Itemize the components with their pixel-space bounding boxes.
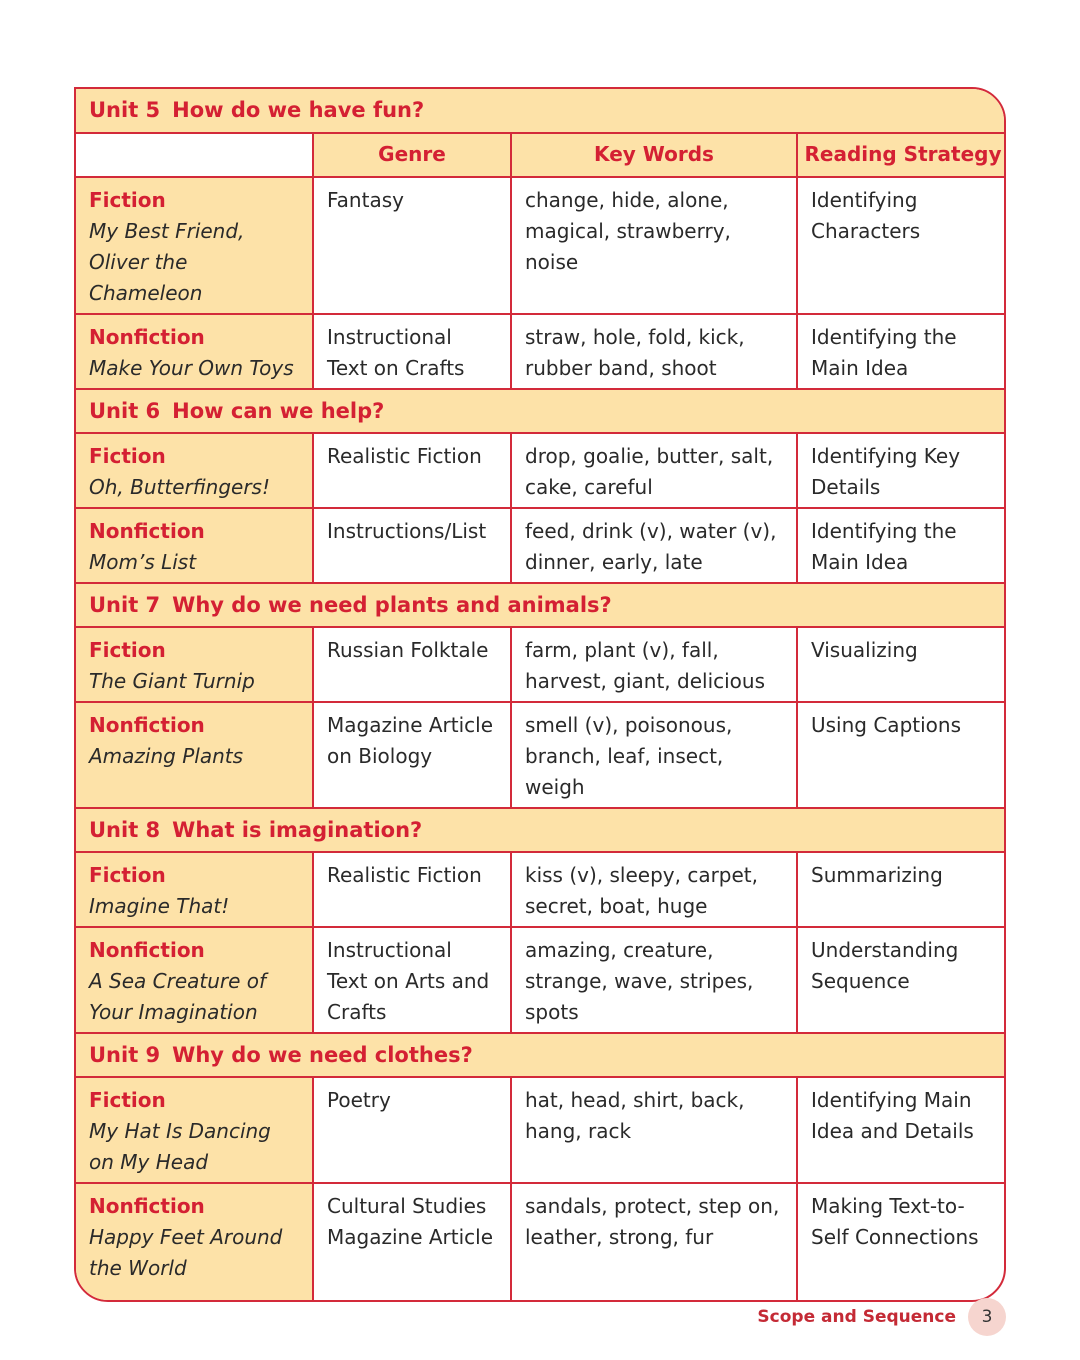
key-words-cell: feed, drink (v), water (v), dinner, early, late bbox=[511, 508, 797, 583]
scope-sequence-table bbox=[76, 89, 1006, 1300]
key-words-cell: change, hide, alone, magical, strawberry, noise bbox=[511, 177, 797, 314]
key-words-cell: kiss (v), sleepy, carpet, secret, boat, huge bbox=[511, 852, 797, 927]
unit-heading bbox=[76, 583, 1006, 627]
key-words-cell: drop, goalie, butter, salt, cake, careful bbox=[511, 433, 797, 508]
table-row bbox=[76, 314, 1006, 389]
page-footer bbox=[757, 1300, 1006, 1334]
header-blank-cell bbox=[76, 133, 313, 177]
key-words-cell: hat, head, shirt, back, hang, rack bbox=[511, 1077, 797, 1183]
unit-heading bbox=[76, 389, 1006, 433]
story-kind: Fiction bbox=[89, 863, 166, 887]
story-title: Happy Feet Around the World bbox=[89, 1225, 283, 1280]
table-row bbox=[76, 508, 1006, 583]
table-row bbox=[76, 1183, 1006, 1300]
table-row bbox=[76, 1077, 1006, 1183]
unit-number: Unit 8 bbox=[89, 818, 161, 842]
story-kind: Nonfiction bbox=[89, 938, 205, 962]
story-title: My Best Friend, Oliver the Chameleon bbox=[89, 219, 245, 305]
story-title: Oh, Butterfingers! bbox=[89, 475, 270, 499]
genre-cell: Realistic Fiction bbox=[313, 852, 511, 927]
table-row bbox=[76, 702, 1006, 808]
key-words-cell: sandals, protect, step on, leather, strong, fur bbox=[511, 1183, 797, 1300]
story-kind: Fiction bbox=[89, 1088, 166, 1112]
story-cell bbox=[76, 508, 313, 583]
story-cell bbox=[76, 702, 313, 808]
header-key-words: Key Words bbox=[511, 133, 797, 177]
strategy-cell: Identifying the Main Idea bbox=[797, 314, 1006, 389]
unit-number: Unit 5 bbox=[89, 98, 161, 122]
strategy-cell: Identifying the Main Idea bbox=[797, 508, 1006, 583]
strategy-cell: Identifying Key Details bbox=[797, 433, 1006, 508]
story-title: A Sea Creature of Your Imagination bbox=[89, 969, 267, 1024]
unit-number: Unit 9 bbox=[89, 1043, 161, 1067]
unit-question: Why do we need plants and animals? bbox=[172, 593, 612, 617]
genre-cell: Realistic Fiction bbox=[313, 433, 511, 508]
strategy-cell: Visualizing bbox=[797, 627, 1006, 702]
table-row bbox=[76, 177, 1006, 314]
strategy-cell: Making Text-to-Self Connections bbox=[797, 1183, 1006, 1300]
key-words-cell: smell (v), poisonous, branch, leaf, insect, weigh bbox=[511, 702, 797, 808]
unit-heading bbox=[76, 89, 1006, 133]
strategy-cell: Identifying Characters bbox=[797, 177, 1006, 314]
genre-cell: Magazine Article on Biology bbox=[313, 702, 511, 808]
story-title: Imagine That! bbox=[89, 894, 230, 918]
genre-cell: Russian Folktale bbox=[313, 627, 511, 702]
key-words-cell: farm, plant (v), fall, harvest, giant, delicious bbox=[511, 627, 797, 702]
story-cell bbox=[76, 177, 313, 314]
story-cell bbox=[76, 433, 313, 508]
unit-question: How do we have fun? bbox=[172, 98, 425, 122]
story-title: The Giant Turnip bbox=[89, 669, 255, 693]
unit-row-5 bbox=[76, 89, 1006, 133]
strategy-cell: Understanding Sequence bbox=[797, 927, 1006, 1033]
unit-question: What is imagination? bbox=[172, 818, 423, 842]
header-reading-strategy: Reading Strategy bbox=[797, 133, 1006, 177]
story-cell bbox=[76, 1077, 313, 1183]
footer-section-label: Scope and Sequence bbox=[757, 1307, 956, 1327]
story-cell bbox=[76, 627, 313, 702]
story-title: My Hat Is Dancing on My Head bbox=[89, 1119, 271, 1174]
story-title: Make Your Own Toys bbox=[89, 356, 294, 380]
table-row bbox=[76, 627, 1006, 702]
genre-cell: Cultural Studies Magazine Article bbox=[313, 1183, 511, 1300]
story-kind: Nonfiction bbox=[89, 519, 205, 543]
story-kind: Fiction bbox=[89, 638, 166, 662]
genre-cell: Instructions/List bbox=[313, 508, 511, 583]
story-kind: Nonfiction bbox=[89, 1194, 205, 1218]
genre-cell: Instructional Text on Arts and Crafts bbox=[313, 927, 511, 1033]
table-row bbox=[76, 433, 1006, 508]
table-row bbox=[76, 927, 1006, 1033]
header-genre: Genre bbox=[313, 133, 511, 177]
unit-heading bbox=[76, 808, 1006, 852]
column-header-row bbox=[76, 133, 1006, 177]
story-kind: Nonfiction bbox=[89, 325, 205, 349]
story-kind: Fiction bbox=[89, 444, 166, 468]
page-number-badge: 3 bbox=[968, 1298, 1006, 1336]
key-words-cell: amazing, creature, strange, wave, stripes, spots bbox=[511, 927, 797, 1033]
story-title: Mom’s List bbox=[89, 550, 197, 574]
unit-question: How can we help? bbox=[172, 399, 385, 423]
genre-cell: Instructional Text on Crafts bbox=[313, 314, 511, 389]
story-cell bbox=[76, 1183, 313, 1300]
unit-row-8 bbox=[76, 808, 1006, 852]
unit-row-6 bbox=[76, 389, 1006, 433]
strategy-cell: Summarizing bbox=[797, 852, 1006, 927]
strategy-cell: Identifying Main Idea and Details bbox=[797, 1077, 1006, 1183]
strategy-cell: Using Captions bbox=[797, 702, 1006, 808]
scope-table bbox=[74, 87, 1006, 1302]
unit-number: Unit 6 bbox=[89, 399, 161, 423]
story-cell bbox=[76, 852, 313, 927]
story-cell bbox=[76, 314, 313, 389]
story-kind: Fiction bbox=[89, 188, 166, 212]
unit-row-7 bbox=[76, 583, 1006, 627]
genre-cell: Fantasy bbox=[313, 177, 511, 314]
story-cell bbox=[76, 927, 313, 1033]
unit-number: Unit 7 bbox=[89, 593, 161, 617]
unit-question: Why do we need clothes? bbox=[172, 1043, 473, 1067]
key-words-cell: straw, hole, fold, kick, rubber band, shoot bbox=[511, 314, 797, 389]
story-title: Amazing Plants bbox=[89, 744, 244, 768]
unit-heading bbox=[76, 1033, 1006, 1077]
genre-cell: Poetry bbox=[313, 1077, 511, 1183]
table-row bbox=[76, 852, 1006, 927]
story-kind: Nonfiction bbox=[89, 713, 205, 737]
unit-row-9 bbox=[76, 1033, 1006, 1077]
